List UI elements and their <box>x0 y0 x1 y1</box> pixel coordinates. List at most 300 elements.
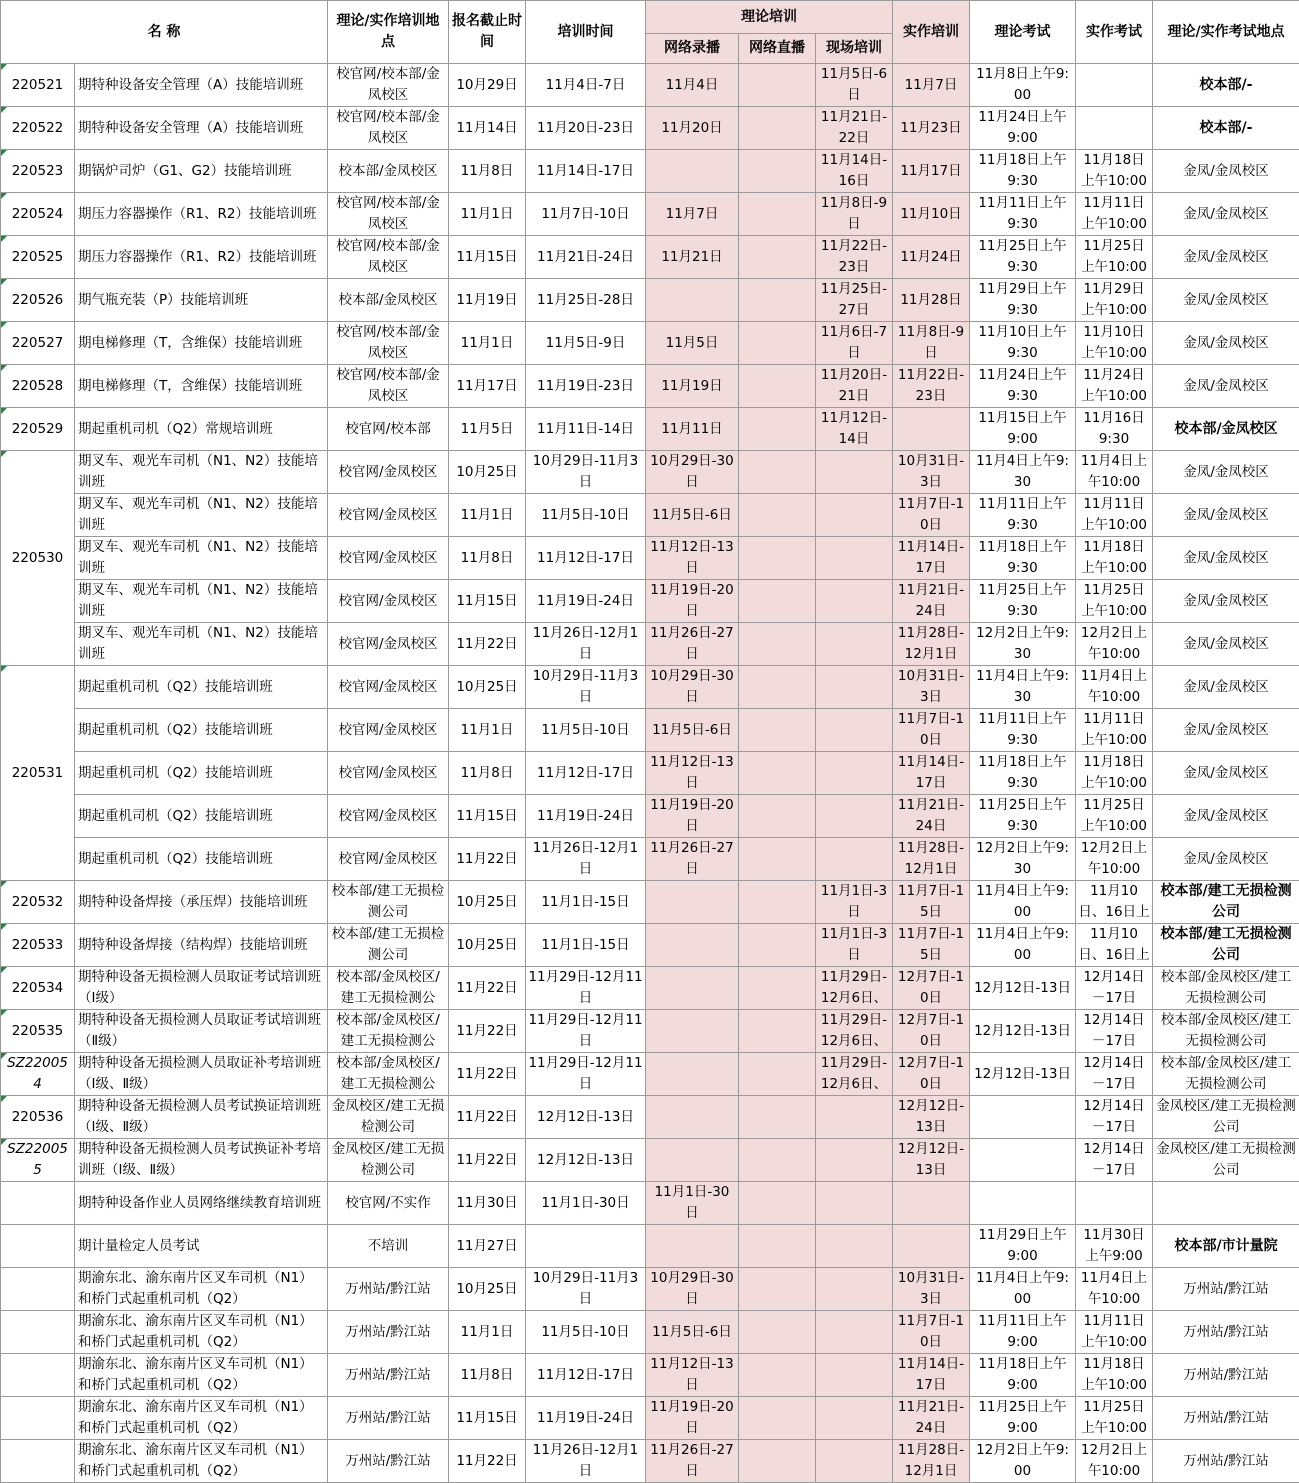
course-name: 期渝东北、渝东南片区叉车司机（N1）和桥门式起重机司机（Q2） <box>75 1268 328 1311</box>
online-live <box>739 623 816 666</box>
table-row <box>1 537 1299 580</box>
period-id: 220525 <box>1 236 75 279</box>
online-live <box>739 107 816 150</box>
training-location: 校官网/校本部/金凤校区 <box>328 107 449 150</box>
training-time: 11月19日-24日 <box>526 795 646 838</box>
training-location: 校官网/金凤校区 <box>328 494 449 537</box>
theory-exam: 11月4日上午9:30 <box>970 451 1076 494</box>
online-live <box>739 709 816 752</box>
course-name: 期特种设备无损检测人员取证考试培训班（Ⅱ级） <box>75 1010 328 1053</box>
practical-exam: 12月14日－17日 <box>1076 1139 1153 1182</box>
period-id <box>1 1397 75 1440</box>
course-name: 期特种设备无损检测人员考试换证培训班（Ⅰ级、Ⅱ级） <box>75 1096 328 1139</box>
practical-exam: 11月29日上午10:00 <box>1076 279 1153 322</box>
theory-exam: 11月24日上午9:00 <box>970 107 1076 150</box>
onsite-training <box>816 1440 893 1483</box>
theory-exam: 11月25日上午9:30 <box>970 580 1076 623</box>
online-live <box>739 580 816 623</box>
practical-training: 12月7日-10日 <box>893 967 970 1010</box>
theory-exam: 11月10日上午9:30 <box>970 322 1076 365</box>
training-location: 校本部/金凤校区 <box>328 150 449 193</box>
training-location: 校本部/建工无损检测公司 <box>328 924 449 967</box>
training-time: 11月20日-23日 <box>526 107 646 150</box>
table-row <box>1 451 1299 494</box>
online-live <box>739 451 816 494</box>
practical-training: 12月7日-10日 <box>893 1053 970 1096</box>
training-time: 11月4日-7日 <box>526 64 646 107</box>
practical-exam: 12月14日－17日 <box>1076 967 1153 1010</box>
table-row <box>1 365 1299 408</box>
table-row <box>1 1440 1299 1483</box>
online-record: 11月1日-30日 <box>646 1182 739 1225</box>
practical-exam: 12月2日上午10:00 <box>1076 838 1153 881</box>
online-record: 11月12日-13日 <box>646 1354 739 1397</box>
course-name: 期渝东北、渝东南片区叉车司机（N1）和桥门式起重机司机（Q2） <box>75 1397 328 1440</box>
course-name: 期起重机司机（Q2）技能培训班 <box>75 752 328 795</box>
onsite-training <box>816 494 893 537</box>
deadline: 11月22日 <box>449 1440 526 1483</box>
online-record: 11月5日-6日 <box>646 709 739 752</box>
onsite-training <box>816 1354 893 1397</box>
course-name: 期特种设备安全管理（A）技能培训班 <box>75 64 328 107</box>
period-id: 220532 <box>1 881 75 924</box>
theory-exam: 11月29日上午9:30 <box>970 279 1076 322</box>
training-time <box>526 1225 646 1268</box>
exam-location: 金凤/金凤校区 <box>1153 236 1299 279</box>
practical-training: 11月21日-24日 <box>893 795 970 838</box>
training-location: 校官网/金凤校区 <box>328 752 449 795</box>
course-name: 期特种设备焊接（承压焊）技能培训班 <box>75 881 328 924</box>
exam-location: 金凤/金凤校区 <box>1153 365 1299 408</box>
onsite-training: 11月29日-12月6日、 <box>816 967 893 1010</box>
training-time: 11月26日-12月1日 <box>526 623 646 666</box>
exam-location: 金凤校区/建工无损检测公司 <box>1153 1096 1299 1139</box>
period-id <box>1 1182 75 1225</box>
practical-training: 10月31日-3日 <box>893 451 970 494</box>
deadline: 11月8日 <box>449 150 526 193</box>
practical-exam <box>1076 1182 1153 1225</box>
onsite-training: 11月29日-12月6日、 <box>816 1053 893 1096</box>
onsite-training <box>816 1225 893 1268</box>
period-id: 220523 <box>1 150 75 193</box>
online-record: 11月5日-6日 <box>646 494 739 537</box>
online-live <box>739 1053 816 1096</box>
theory-exam: 11月4日上午9:30 <box>970 666 1076 709</box>
theory-exam: 11月18日上午9:30 <box>970 752 1076 795</box>
training-time: 11月19日-23日 <box>526 365 646 408</box>
theory-exam: 11月4日上午9:00 <box>970 924 1076 967</box>
theory-exam: 12月2日上午9:00 <box>970 1440 1076 1483</box>
training-location: 校官网/校本部 <box>328 408 449 451</box>
table-row <box>1 1010 1299 1053</box>
exam-location: 金凤/金凤校区 <box>1153 150 1299 193</box>
period-id: SZ220055 <box>1 1139 75 1182</box>
table-row <box>1 924 1299 967</box>
training-time: 11月5日-10日 <box>526 709 646 752</box>
deadline: 11月1日 <box>449 709 526 752</box>
training-time: 11月25日-28日 <box>526 279 646 322</box>
training-location: 万州站/黔江站 <box>328 1440 449 1483</box>
online-live <box>739 193 816 236</box>
theory-exam: 12月12日-13日 <box>970 1010 1076 1053</box>
online-live <box>739 1268 816 1311</box>
header-online-live: 网络直播 <box>739 34 816 64</box>
online-live <box>739 365 816 408</box>
training-location: 校官网/金凤校区 <box>328 709 449 752</box>
exam-location: 万州站/黔江站 <box>1153 1354 1299 1397</box>
practical-exam: 11月4日上午10:00 <box>1076 451 1153 494</box>
course-name: 期特种设备安全管理（A）技能培训班 <box>75 107 328 150</box>
training-time: 11月5日-10日 <box>526 1311 646 1354</box>
deadline: 11月19日 <box>449 279 526 322</box>
practical-exam: 12月2日上午10:00 <box>1076 623 1153 666</box>
practical-training: 11月28日-12月1日 <box>893 1440 970 1483</box>
theory-exam: 11月25日上午9:30 <box>970 236 1076 279</box>
onsite-training <box>816 537 893 580</box>
deadline: 10月25日 <box>449 924 526 967</box>
onsite-training: 11月5日-6日 <box>816 64 893 107</box>
course-name: 期计量检定人员考试 <box>75 1225 328 1268</box>
period-id: 220536 <box>1 1096 75 1139</box>
exam-location: 校本部/- <box>1153 64 1299 107</box>
period-id: 220529 <box>1 408 75 451</box>
onsite-training <box>816 1311 893 1354</box>
onsite-training <box>816 1397 893 1440</box>
practical-exam: 12月2日上午10:00 <box>1076 1440 1153 1483</box>
practical-exam: 11月18日上午10:00 <box>1076 1354 1153 1397</box>
exam-location <box>1153 1182 1299 1225</box>
onsite-training: 11月21日-22日 <box>816 107 893 150</box>
online-record: 11月5日-6日 <box>646 1311 739 1354</box>
practical-training: 11月10日 <box>893 193 970 236</box>
theory-exam <box>970 1182 1076 1225</box>
online-record: 10月29日-30日 <box>646 1268 739 1311</box>
online-record: 11月19日-20日 <box>646 580 739 623</box>
theory-exam: 11月18日上午9:30 <box>970 537 1076 580</box>
onsite-training: 11月14日-16日 <box>816 150 893 193</box>
theory-exam: 11月4日上午9:00 <box>970 1268 1076 1311</box>
online-record: 10月29日-30日 <box>646 666 739 709</box>
course-name: 期渝东北、渝东南片区叉车司机（N1）和桥门式起重机司机（Q2） <box>75 1440 328 1483</box>
table-row <box>1 752 1299 795</box>
online-live <box>739 1440 816 1483</box>
training-location: 校官网/校本部/金凤校区 <box>328 193 449 236</box>
header-onsite: 现场培训 <box>816 34 893 64</box>
deadline: 11月1日 <box>449 322 526 365</box>
practical-training: 11月24日 <box>893 236 970 279</box>
practical-training: 11月23日 <box>893 107 970 150</box>
onsite-training: 11月1日-3日 <box>816 881 893 924</box>
training-time: 11月1日-15日 <box>526 924 646 967</box>
practical-exam: 12月14日－17日 <box>1076 1053 1153 1096</box>
header-practical-exam: 实作考试 <box>1076 1 1153 64</box>
course-name: 期起重机司机（Q2）技能培训班 <box>75 838 328 881</box>
practical-exam: 11月25日上午10:00 <box>1076 580 1153 623</box>
table-row <box>1 795 1299 838</box>
table-row <box>1 193 1299 236</box>
practical-training: 11月28日-12月1日 <box>893 838 970 881</box>
deadline: 10月25日 <box>449 1268 526 1311</box>
practical-training: 11月28日-12月1日 <box>893 623 970 666</box>
deadline: 10月29日 <box>449 64 526 107</box>
practical-exam: 11月4日上午10:00 <box>1076 666 1153 709</box>
exam-location: 金凤校区/建工无损检测公司 <box>1153 1139 1299 1182</box>
training-location: 万州站/黔江站 <box>328 1397 449 1440</box>
exam-location: 校本部/市计量院 <box>1153 1225 1299 1268</box>
deadline: 11月1日 <box>449 193 526 236</box>
training-location: 校本部/建工无损检测公司 <box>328 881 449 924</box>
practical-exam: 11月25日上午10:00 <box>1076 795 1153 838</box>
course-name: 期压力容器操作（R1、R2）技能培训班 <box>75 236 328 279</box>
onsite-training <box>816 709 893 752</box>
practical-training: 11月7日-10日 <box>893 709 970 752</box>
online-live <box>739 537 816 580</box>
training-time: 12月12日-13日 <box>526 1139 646 1182</box>
online-record: 11月12日-13日 <box>646 537 739 580</box>
table-row <box>1 64 1299 107</box>
exam-location: 金凤/金凤校区 <box>1153 709 1299 752</box>
period-id: 220524 <box>1 193 75 236</box>
practical-training: 11月22日-23日 <box>893 365 970 408</box>
online-record: 11月26日-27日 <box>646 838 739 881</box>
course-name: 期电梯修理（T，含维保）技能培训班 <box>75 365 328 408</box>
online-live <box>739 1225 816 1268</box>
training-time: 11月12日-17日 <box>526 1354 646 1397</box>
online-record <box>646 1010 739 1053</box>
course-name: 期锅炉司炉（G1、G2）技能培训班 <box>75 150 328 193</box>
training-location: 校官网/金凤校区 <box>328 451 449 494</box>
onsite-training: 11月25日-27日 <box>816 279 893 322</box>
course-name: 期特种设备焊接（结构焊）技能培训班 <box>75 924 328 967</box>
online-record <box>646 1096 739 1139</box>
header-exam-location: 理论/实作考试地点 <box>1153 1 1299 64</box>
practical-training <box>893 408 970 451</box>
online-live <box>739 666 816 709</box>
exam-location: 校本部/- <box>1153 107 1299 150</box>
theory-exam: 11月29日上午9:00 <box>970 1225 1076 1268</box>
training-time: 11月1日-15日 <box>526 881 646 924</box>
exam-location: 金凤/金凤校区 <box>1153 537 1299 580</box>
deadline: 11月8日 <box>449 1354 526 1397</box>
training-time: 11月11日-14日 <box>526 408 646 451</box>
course-name: 期起重机司机（Q2）技能培训班 <box>75 709 328 752</box>
practical-training: 10月31日-3日 <box>893 666 970 709</box>
period-id: 220533 <box>1 924 75 967</box>
deadline: 11月1日 <box>449 494 526 537</box>
course-name: 期叉车、观光车司机（N1、N2）技能培训班 <box>75 451 328 494</box>
deadline: 11月22日 <box>449 1096 526 1139</box>
training-time: 11月7日-10日 <box>526 193 646 236</box>
online-record: 11月7日 <box>646 193 739 236</box>
practical-exam: 11月30日上午9:00 <box>1076 1225 1153 1268</box>
online-live <box>739 322 816 365</box>
onsite-training <box>816 580 893 623</box>
theory-exam: 11月15日上午9:00 <box>970 408 1076 451</box>
exam-location: 校本部/金凤校区/建工无损检测公司 <box>1153 1053 1299 1096</box>
online-live <box>739 881 816 924</box>
online-live <box>739 64 816 107</box>
practical-training: 12月7日-10日 <box>893 1010 970 1053</box>
deadline: 11月15日 <box>449 795 526 838</box>
theory-exam: 11月18日上午9:30 <box>970 150 1076 193</box>
course-name: 期特种设备无损检测人员取证考试培训班（Ⅰ级） <box>75 967 328 1010</box>
course-name: 期起重机司机（Q2）技能培训班 <box>75 795 328 838</box>
online-live <box>739 1311 816 1354</box>
onsite-training <box>816 1096 893 1139</box>
exam-location: 万州站/黔江站 <box>1153 1268 1299 1311</box>
training-location: 校官网/金凤校区 <box>328 623 449 666</box>
training-time: 11月26日-12月1日 <box>526 1440 646 1483</box>
period-id: SZ220054 <box>1 1053 75 1096</box>
training-location: 校官网/校本部/金凤校区 <box>328 365 449 408</box>
practical-exam: 11月16日9:30 <box>1076 408 1153 451</box>
course-name: 期特种设备作业人员网络继续教育培训班 <box>75 1182 328 1225</box>
deadline: 11月30日 <box>449 1182 526 1225</box>
deadline: 11月22日 <box>449 623 526 666</box>
exam-location: 金凤/金凤校区 <box>1153 322 1299 365</box>
exam-location: 校本部/建工无损检测公司 <box>1153 881 1299 924</box>
onsite-training <box>816 1139 893 1182</box>
online-live <box>739 1354 816 1397</box>
practical-exam: 11月25日上午10:00 <box>1076 236 1153 279</box>
onsite-training: 11月20日-21日 <box>816 365 893 408</box>
deadline: 11月22日 <box>449 1139 526 1182</box>
training-location: 校官网/校本部/金凤校区 <box>328 322 449 365</box>
period-id <box>1 1225 75 1268</box>
online-record <box>646 881 739 924</box>
online-live <box>739 236 816 279</box>
header-deadline: 报名截止时间 <box>449 1 526 64</box>
theory-exam: 11月11日上午9:30 <box>970 709 1076 752</box>
onsite-training: 11月12日-14日 <box>816 408 893 451</box>
exam-location: 金凤/金凤校区 <box>1153 752 1299 795</box>
training-time: 12月12日-13日 <box>526 1096 646 1139</box>
table-row <box>1 279 1299 322</box>
training-location: 金凤校区/建工无损检测公司 <box>328 1139 449 1182</box>
training-time: 11月12日-17日 <box>526 752 646 795</box>
online-live <box>739 752 816 795</box>
table-row <box>1 408 1299 451</box>
online-live <box>739 1096 816 1139</box>
exam-location: 金凤/金凤校区 <box>1153 494 1299 537</box>
online-record: 11月19日-20日 <box>646 795 739 838</box>
exam-location: 校本部/金凤校区/建工无损检测公司 <box>1153 1010 1299 1053</box>
schedule-body <box>1 64 1299 1483</box>
training-time: 11月29日-12月11日 <box>526 1010 646 1053</box>
practical-training: 11月14日-17日 <box>893 1354 970 1397</box>
exam-location: 万州站/黔江站 <box>1153 1440 1299 1483</box>
online-record <box>646 924 739 967</box>
training-location: 校官网/不实作 <box>328 1182 449 1225</box>
deadline: 11月17日 <box>449 365 526 408</box>
table-row <box>1 967 1299 1010</box>
practical-exam: 11月11日上午10:00 <box>1076 1311 1153 1354</box>
online-record: 11月21日 <box>646 236 739 279</box>
header-location: 理论/实作培训地点 <box>328 1 449 64</box>
header-practical-training: 实作培训 <box>893 1 970 64</box>
exam-location: 校本部/金凤校区/建工无损检测公司 <box>1153 967 1299 1010</box>
practical-exam: 12月14日－17日 <box>1076 1096 1153 1139</box>
exam-location: 万州站/黔江站 <box>1153 1311 1299 1354</box>
onsite-training <box>816 451 893 494</box>
table-row <box>1 494 1299 537</box>
table-row <box>1 1053 1299 1096</box>
period-id <box>1 1440 75 1483</box>
table-row <box>1 838 1299 881</box>
online-live <box>739 795 816 838</box>
table-row <box>1 236 1299 279</box>
deadline: 11月22日 <box>449 1053 526 1096</box>
theory-exam: 11月8日上午9:00 <box>970 64 1076 107</box>
online-record: 11月12日-13日 <box>646 752 739 795</box>
table-row <box>1 107 1299 150</box>
practical-training: 11月21日-24日 <box>893 1397 970 1440</box>
theory-exam: 11月25日上午9:00 <box>970 1397 1076 1440</box>
header-name: 名 称 <box>1 1 328 64</box>
training-location: 校本部/金凤校区/建工无损检测公 <box>328 1053 449 1096</box>
online-record <box>646 279 739 322</box>
deadline: 10月25日 <box>449 451 526 494</box>
practical-exam: 11月18日上午10:00 <box>1076 150 1153 193</box>
theory-exam: 12月2日上午9:30 <box>970 623 1076 666</box>
practical-exam <box>1076 64 1153 107</box>
header-training-time: 培训时间 <box>526 1 646 64</box>
training-location: 校官网/校本部/金凤校区 <box>328 236 449 279</box>
course-name: 期压力容器操作（R1、R2）技能培训班 <box>75 193 328 236</box>
exam-location: 金凤/金凤校区 <box>1153 838 1299 881</box>
period-id: 220526 <box>1 279 75 322</box>
online-record: 11月26日-27日 <box>646 623 739 666</box>
course-name: 期渝东北、渝东南片区叉车司机（N1）和桥门式起重机司机（Q2） <box>75 1311 328 1354</box>
period-id: 220535 <box>1 1010 75 1053</box>
online-record <box>646 967 739 1010</box>
table-row <box>1 322 1299 365</box>
period-id <box>1 1311 75 1354</box>
online-live <box>739 924 816 967</box>
theory-exam: 11月24日上午9:30 <box>970 365 1076 408</box>
training-location: 校官网/金凤校区 <box>328 795 449 838</box>
practical-training: 11月7日-10日 <box>893 494 970 537</box>
training-location: 金凤校区/建工无损检测公司 <box>328 1096 449 1139</box>
period-id: 220531 <box>1 666 75 881</box>
online-live <box>739 1182 816 1225</box>
period-id: 220527 <box>1 322 75 365</box>
table-row <box>1 1096 1299 1139</box>
training-location: 万州站/黔江站 <box>328 1311 449 1354</box>
online-record: 10月29日-30日 <box>646 451 739 494</box>
training-time: 11月29日-12月11日 <box>526 1053 646 1096</box>
theory-exam <box>970 1096 1076 1139</box>
course-name: 期渝东北、渝东南片区叉车司机（N1）和桥门式起重机司机（Q2） <box>75 1354 328 1397</box>
practical-exam: 11月25日上午10:00 <box>1076 1397 1153 1440</box>
theory-exam: 11月18日上午9:00 <box>970 1354 1076 1397</box>
practical-training: 11月7日-15日 <box>893 881 970 924</box>
deadline: 11月15日 <box>449 236 526 279</box>
training-time: 11月5日-10日 <box>526 494 646 537</box>
training-time: 11月19日-24日 <box>526 1397 646 1440</box>
course-name: 期叉车、观光车司机（N1、N2）技能培训班 <box>75 580 328 623</box>
deadline: 10月25日 <box>449 666 526 709</box>
onsite-training <box>816 623 893 666</box>
exam-location: 金凤/金凤校区 <box>1153 451 1299 494</box>
training-time: 11月26日-12月1日 <box>526 838 646 881</box>
period-id: 220534 <box>1 967 75 1010</box>
course-name: 期电梯修理（T，含维保）技能培训班 <box>75 322 328 365</box>
training-time: 11月21日-24日 <box>526 236 646 279</box>
training-location: 万州站/黔江站 <box>328 1268 449 1311</box>
online-record <box>646 1053 739 1096</box>
training-location: 校官网/金凤校区 <box>328 580 449 623</box>
